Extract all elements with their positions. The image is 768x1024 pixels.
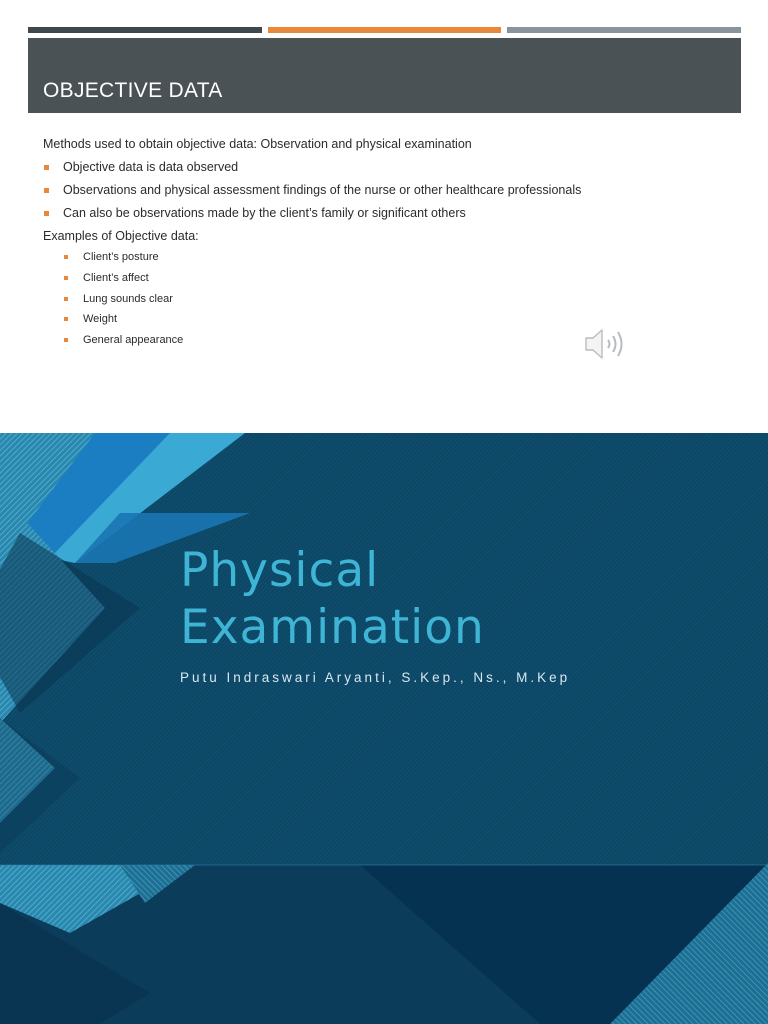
- example-item: [63, 251, 159, 263]
- decorative-background: [0, 433, 768, 1024]
- slide-title-physical-examination: [0, 433, 768, 1024]
- bullet-square-icon: [64, 297, 68, 301]
- example-item: [63, 313, 117, 325]
- bullet-square-icon: [64, 338, 68, 342]
- slide-objective-data: [0, 0, 768, 433]
- example-item: [63, 293, 173, 305]
- example-text: Client’s posture: [83, 251, 159, 263]
- bullet-square-icon: [44, 211, 49, 216]
- example-item: [63, 272, 149, 284]
- bullet-square-icon: [64, 276, 68, 280]
- bullet-square-icon: [44, 188, 49, 193]
- example-text: Lung sounds clear: [83, 293, 173, 305]
- example-text: General appearance: [83, 334, 184, 346]
- bullet-text: Can also be observations made by the client’s family or significant others: [63, 206, 466, 220]
- examples-heading: Examples of Objective data:: [43, 229, 199, 243]
- top-bar-dark: [28, 27, 262, 33]
- bullet-text: Observations and physical assessment findings of the nurse or other healthcare professionals: [63, 183, 582, 197]
- intro-text: Methods used to obtain objective data: Observation and physical examination: [43, 137, 472, 151]
- bullet-square-icon: [44, 165, 49, 170]
- presentation-title: [180, 542, 485, 656]
- bullet-item: [43, 206, 466, 220]
- slide-title: OBJECTIVE DATA: [43, 79, 223, 102]
- example-item: [63, 334, 183, 346]
- bullet-item: [43, 160, 238, 174]
- example-text: Client’s affect: [83, 272, 149, 284]
- speaker-icon[interactable]: [582, 325, 630, 363]
- title-line-2: Examination: [180, 600, 485, 655]
- top-bar-gray: [507, 27, 741, 33]
- title-line-1: Physical: [180, 543, 380, 598]
- bullet-item: [43, 183, 581, 197]
- example-text: Weight: [83, 313, 118, 325]
- top-bar-orange: [268, 27, 501, 33]
- bullet-text: Objective data is data observed: [63, 160, 239, 174]
- slide-header: [28, 38, 741, 113]
- bullet-square-icon: [64, 317, 68, 321]
- bullet-square-icon: [64, 255, 68, 259]
- author-name: Putu Indraswari Aryanti, S.Kep., Ns., M.Kep: [180, 670, 571, 685]
